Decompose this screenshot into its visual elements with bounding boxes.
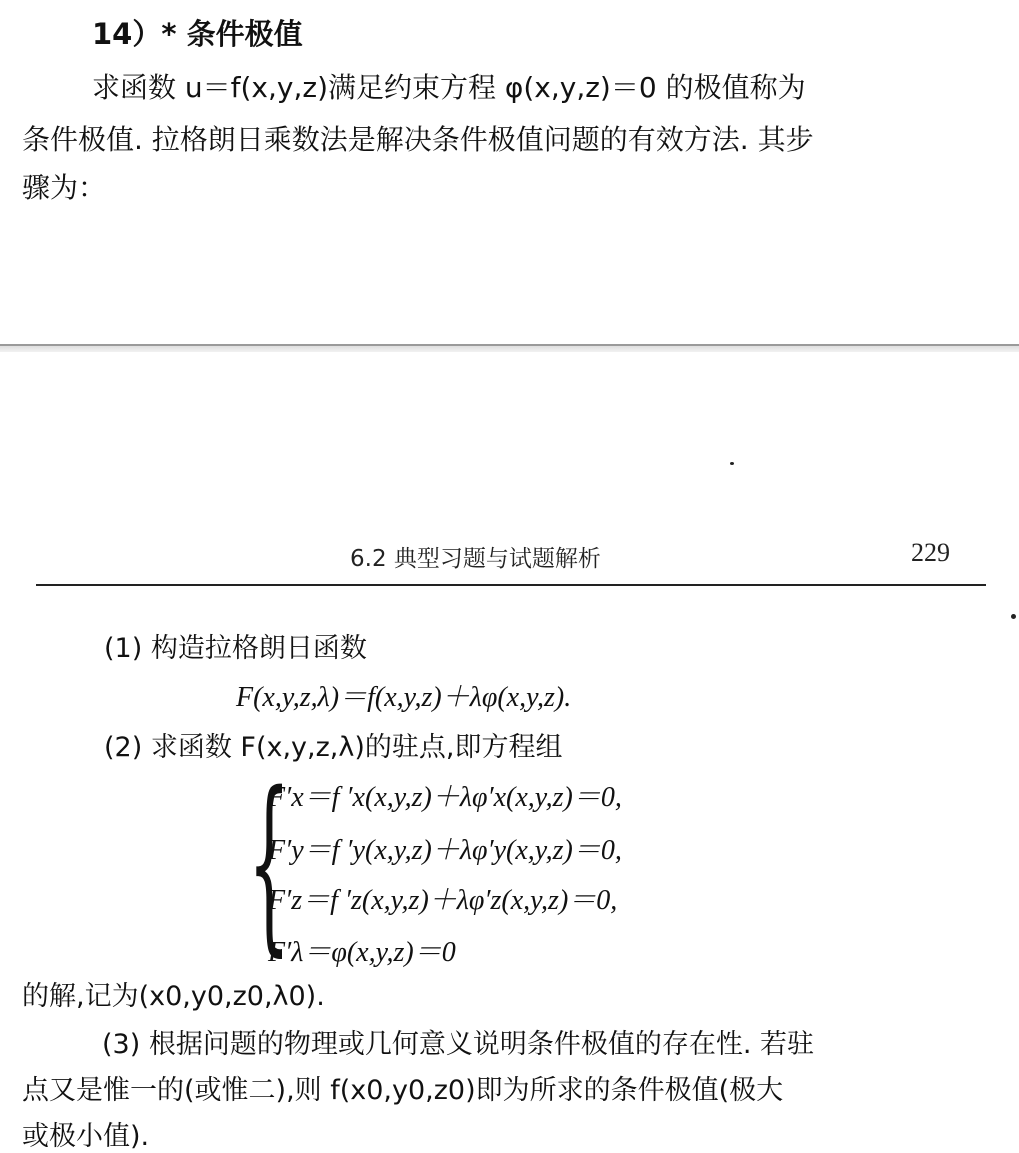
page-number: 229: [911, 538, 950, 567]
system-equation-3: F′z＝f ′z(x,y,z)＋λφ′z(x,y,z)＝0,: [268, 885, 618, 916]
page-break-line: [0, 344, 1019, 346]
system-equation-4: F′λ＝φ(x,y,z)＝0: [268, 937, 456, 968]
lagrange-function-equation: F(x,y,z,λ)＝f(x,y,z)＋λφ(x,y,z).: [236, 682, 572, 713]
paragraph-line-1: 求函数 u＝f(x,y,z)满足约束方程 φ(x,y,z)＝0 的极值称为: [92, 71, 806, 104]
step-3-line-3: 或极小值).: [22, 1121, 150, 1152]
step-1: (1) 构造拉格朗日函数: [104, 633, 367, 664]
system-equation-2: F′y＝f ′y(x,y,z)＋λφ′y(x,y,z)＝0,: [268, 835, 622, 866]
step-3-line-2: 点又是惟一的(或惟二),则 f(x0,y0,z0)即为所求的条件极值(极大: [22, 1075, 784, 1106]
system-equation-1: F′x＝f ′x(x,y,z)＋λφ′x(x,y,z)＝0,: [268, 782, 622, 813]
left-brace: {: [248, 752, 291, 973]
step-2: (2) 求函数 F(x,y,z,λ)的驻点,即方程组: [104, 732, 563, 763]
solution-line: 的解,记为(x0,y0,z0,λ0).: [22, 981, 325, 1012]
header-rule: [36, 584, 986, 586]
paragraph-line-2: 条件极值. 拉格朗日乘数法是解决条件极值问题的有效方法. 其步: [22, 123, 814, 156]
scan-speck: [1011, 614, 1016, 619]
scan-speck: [730, 462, 734, 465]
paragraph-line-3: 骤为：: [22, 171, 107, 204]
section-heading: 14）* 条件极值: [92, 17, 303, 51]
step-3-line-1: (3) 根据问题的物理或几何意义说明条件极值的存在性. 若驻: [102, 1029, 814, 1060]
running-title: 6.2 典型习题与试题解析: [350, 546, 601, 572]
